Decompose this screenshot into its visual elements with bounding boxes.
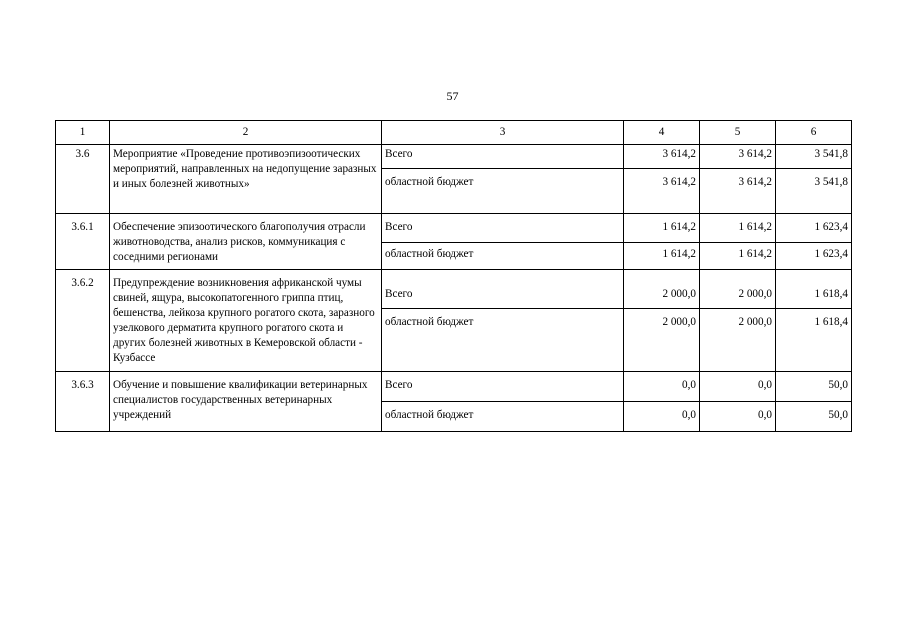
funding-source: Всего (382, 270, 624, 309)
value-col6: 1 618,4 (776, 309, 852, 372)
page-number: 57 (446, 89, 459, 103)
value-col5: 2 000,0 (700, 270, 776, 309)
value-col6: 1 618,4 (776, 270, 852, 309)
item-number: 3.6.1 (56, 214, 110, 270)
value-col4: 2 000,0 (624, 309, 700, 372)
value-col6: 3 541,8 (776, 169, 852, 214)
header-cell: 1 (56, 121, 110, 145)
table-row (56, 270, 852, 309)
item-title: Обеспечение эпизоотического благополучия отрасли животноводства, анализ рисков, коммуникация с соседними регионами (110, 214, 382, 270)
value-col4: 2 000,0 (624, 270, 700, 309)
value-col5: 3 614,2 (700, 169, 776, 214)
funding-source: областной бюджет (382, 243, 624, 270)
funding-source: областной бюджет (382, 402, 624, 432)
header-cell: 4 (624, 121, 700, 145)
value-col5: 1 614,2 (700, 243, 776, 270)
budget-table (55, 120, 852, 432)
table-header-row (56, 121, 852, 145)
value-col5: 2 000,0 (700, 309, 776, 372)
funding-source: областной бюджет (382, 309, 624, 372)
header-cell: 3 (382, 121, 624, 145)
table-row (56, 145, 852, 169)
header-cell: 6 (776, 121, 852, 145)
table-row (56, 214, 852, 243)
value-col5: 0,0 (700, 372, 776, 402)
value-col5: 0,0 (700, 402, 776, 432)
item-number: 3.6 (56, 145, 110, 214)
item-title: Мероприятие «Проведение противоэпизоотических мероприятий, направленных на недопущение заразных и иных болезней животных» (110, 145, 382, 214)
funding-source: Всего (382, 214, 624, 243)
funding-source: Всего (382, 145, 624, 169)
value-col4: 3 614,2 (624, 169, 700, 214)
value-col5: 1 614,2 (700, 214, 776, 243)
value-col4: 0,0 (624, 402, 700, 432)
funding-source: Всего (382, 372, 624, 402)
value-col4: 1 614,2 (624, 243, 700, 270)
item-number: 3.6.2 (56, 270, 110, 372)
value-col6: 50,0 (776, 372, 852, 402)
value-col5: 3 614,2 (700, 145, 776, 169)
value-col6: 50,0 (776, 402, 852, 432)
funding-source: областной бюджет (382, 169, 624, 214)
header-cell: 2 (110, 121, 382, 145)
item-number: 3.6.3 (56, 372, 110, 432)
value-col4: 1 614,2 (624, 214, 700, 243)
value-col4: 3 614,2 (624, 145, 700, 169)
table-row (56, 372, 852, 402)
item-title: Предупреждение возникновения африканской чумы свиней, ящура, высокопатогенного гриппа птиц, бешенства, лейкоза крупного рогатого скота, заразного узелкового дерматита крупного рогатого скота и других болезней животных в Кемеровской области - Кузбассе (110, 270, 382, 372)
value-col6: 1 623,4 (776, 243, 852, 270)
header-cell: 5 (700, 121, 776, 145)
item-title: Обучение и повышение квалификации ветеринарных специалистов государственных ветеринарных учреждений (110, 372, 382, 432)
value-col6: 1 623,4 (776, 214, 852, 243)
value-col6: 3 541,8 (776, 145, 852, 169)
value-col4: 0,0 (624, 372, 700, 402)
